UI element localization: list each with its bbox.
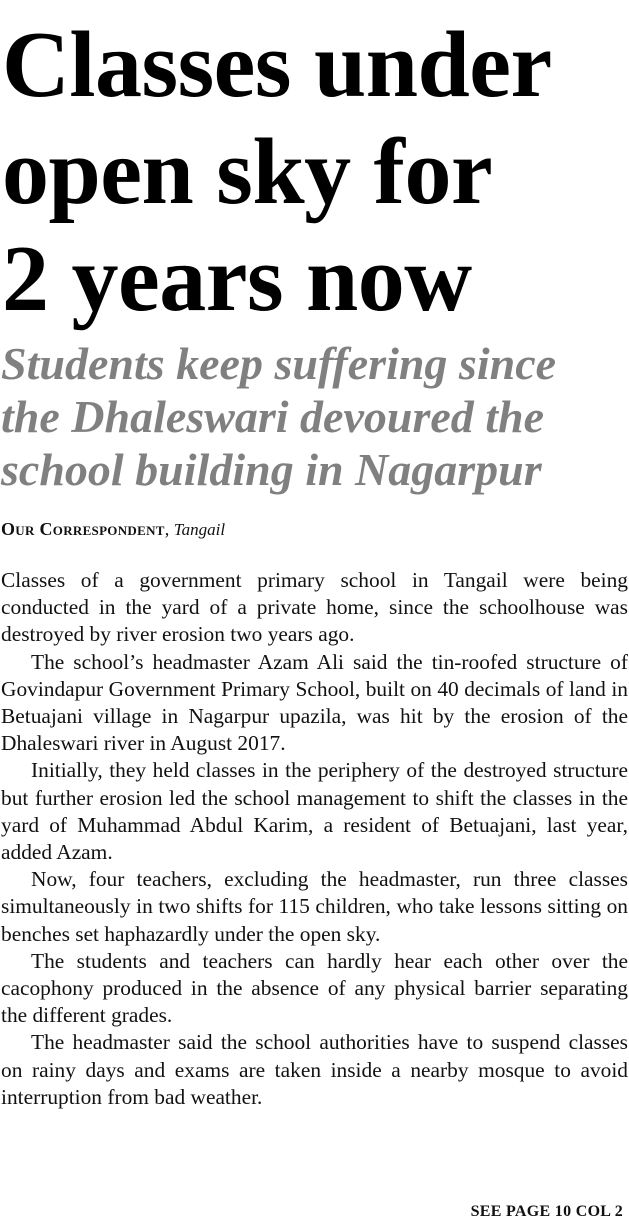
byline-location: Tangail — [173, 520, 226, 539]
article-body — [1, 567, 628, 1111]
subheadline-line: school building in Nagarpur — [1, 444, 542, 495]
headline-line: Classes under — [2, 13, 552, 117]
body-paragraph: Classes of a government primary school in Tangail were being conducted in the yard of a private home, since the schoolhouse was destroyed by river erosion two years ago. — [1, 568, 628, 647]
headline-line: 2 years now — [2, 227, 472, 331]
body-paragraph: The headmaster said the school authorities have to suspend classes on rainy days and exams are taken inside a nearby mosque to avoid interruption from bad weather. — [1, 1030, 628, 1109]
body-paragraph: Now, four teachers, excluding the headmaster, run three classes simultaneously in two shifts for 115 children, who take lessons sitting on benches set haphazardly under the open sky. — [1, 867, 628, 946]
subheadline-line: Students keep suffering since — [1, 338, 557, 389]
byline-separator: , — [164, 519, 170, 539]
headline-line: open sky for — [2, 120, 493, 224]
subheadline-line: the Dhaleswari devoured the — [1, 391, 545, 442]
body-paragraph: The students and teachers can hardly hear each other over the cacophony produced in the absence of any physical barrier separating the different grades. — [1, 948, 628, 1028]
headline — [2, 12, 629, 333]
byline-author: Our Correspondent — [1, 519, 165, 539]
continuation-jump-line: SEE PAGE 10 COL 2 — [470, 1203, 623, 1220]
body-paragraph: Initially, they held classes in the periphery of the destroyed structure but further erosion led the school management to shift the classes in the yard of Muhammad Abdul Karim, a resident of Betuajani, last year, added Azam. — [1, 758, 628, 865]
byline — [1, 517, 225, 542]
body-paragraph: The school’s headmaster Azam Ali said the tin-roofed structure of Govindapur Government Primary School, built on 40 decimals of land in Betuajani village in Nagarpur upazila, was hit by the erosion of the Dhaleswari river in August 2017. — [1, 649, 628, 756]
subheadline — [1, 337, 629, 496]
